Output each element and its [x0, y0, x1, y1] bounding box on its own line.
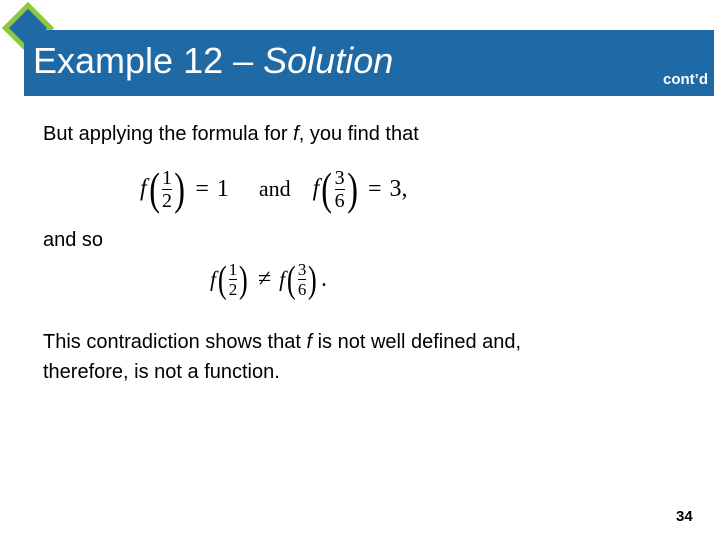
body-line-4: therefore, is not a function.: [43, 361, 280, 383]
title-main: Example 12 –: [33, 40, 264, 81]
body-line-3: This contradiction shows that f is not well defined and,: [43, 331, 522, 353]
body-line-2: and so: [43, 229, 104, 251]
title-italic: Solution: [263, 40, 394, 81]
equation-2: f( $\frac{1}{2}$ ) ≠ f( $\frac{3}{6}$ ) .: [210, 258, 328, 301]
page-number: 34: [676, 508, 693, 525]
slide-title: [33, 40, 393, 82]
equation-1: f( $\frac{1}{2}$ ) = 1 and f( $\frac{3}{6}$ ) = 3,: [140, 163, 408, 214]
body-line-1: But applying the formula for f, you find that: [43, 123, 419, 145]
continued-label: cont’d: [663, 71, 708, 88]
